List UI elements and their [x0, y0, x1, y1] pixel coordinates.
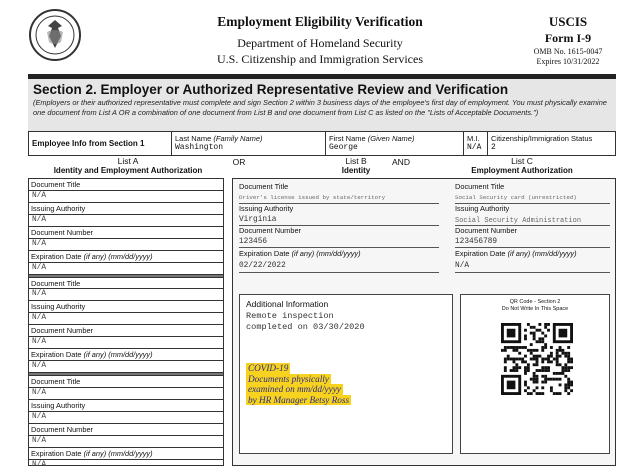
list-c-issuing-input[interactable]: Social Security Administration — [455, 217, 582, 225]
additional-information-box[interactable] — [239, 294, 453, 454]
list-headings — [28, 156, 616, 178]
list-c-subtitle: Employment Authorization — [471, 166, 573, 175]
list-b-title: List B — [345, 156, 367, 166]
expiration-hint: (if any) (mm/dd/yyyy) — [291, 249, 361, 258]
list-b-subtitle: Identity — [341, 166, 371, 175]
uscis-label: USCIS — [548, 14, 588, 29]
doc-title-label: Document Title — [29, 179, 223, 191]
issuing-authority-input[interactable]: N/A — [29, 215, 223, 227]
list-a-column — [28, 178, 224, 469]
expiration-label — [29, 349, 223, 361]
additional-info-heading: Additional Information — [246, 299, 329, 309]
qr-notice: Do Not Write In This Space — [501, 306, 569, 312]
field-underline — [455, 247, 610, 248]
section-header — [28, 79, 616, 131]
issuing-authority-input[interactable]: N/A — [29, 412, 223, 424]
expiration-input[interactable]: N/A — [29, 263, 223, 275]
first-name-hint: (Given Name) — [367, 134, 415, 143]
expiration-hint: (if any) (mm/dd/yyyy) — [507, 249, 577, 258]
list-c-doc-title-label: Document Title — [455, 182, 505, 191]
form-number: Form I-9 — [544, 31, 592, 45]
issuing-authority-label: Issuing Authority — [29, 301, 223, 313]
list-b-doc-title-input[interactable]: Driver's license issued by state/territory — [239, 194, 386, 201]
expiration-hint: (if any) (mm/dd/yyyy) — [83, 251, 153, 261]
highlighted-annotation — [246, 363, 446, 405]
list-c-heading — [428, 157, 616, 175]
employee-info-row — [28, 131, 616, 156]
form-id-block — [520, 14, 616, 66]
field-underline — [455, 272, 610, 273]
qr-code-box — [460, 294, 610, 454]
issuing-authority-label: Issuing Authority — [29, 400, 223, 412]
list-a-title: List A — [117, 156, 139, 166]
list-c-doc-title-input[interactable]: Social Security card (unrestricted) — [455, 194, 577, 201]
expiration-notice: Expires 10/31/2022 — [536, 57, 600, 66]
last-name-value: Washington — [175, 143, 224, 152]
list-b-doc-number-label: Document Number — [239, 226, 302, 235]
list-c-title: List C — [511, 156, 533, 166]
doc-title-input[interactable]: N/A — [29, 191, 223, 203]
employee-info-label: Employee Info from Section 1 — [29, 132, 172, 155]
annotation-line: by HR Manager Betsy Ross — [248, 394, 350, 405]
doc-number-label: Document Number — [29, 227, 223, 239]
doc-number-label: Document Number — [29, 325, 223, 337]
list-b-expiration-input[interactable]: 02/22/2022 — [239, 262, 286, 270]
qr-label: QR Code - Section 2 — [509, 299, 561, 305]
list-bc-panel — [232, 178, 616, 466]
omb-number: OMB No. 1615-0047 — [533, 47, 603, 56]
agency-name: U.S. Citizenship and Immigration Services — [217, 52, 423, 66]
expiration-hint: (if any) (mm/dd/yyyy) — [83, 350, 153, 360]
expiration-prefix: Expiration Date — [31, 251, 82, 261]
issuing-authority-input[interactable]: N/A — [29, 313, 223, 325]
doc-title-input[interactable]: N/A — [29, 388, 223, 400]
doc-number-input[interactable]: N/A — [29, 337, 223, 349]
expiration-label — [29, 251, 223, 263]
expiration-hint: (if any) (mm/dd/yyyy) — [83, 448, 153, 458]
last-name-label: Last Name — [175, 134, 212, 143]
doc-number-input[interactable]: N/A — [29, 239, 223, 251]
list-b-issuing-input[interactable]: Virginia — [239, 216, 277, 224]
form-header — [170, 14, 470, 67]
list-c-expiration-label — [455, 249, 577, 259]
form-title: Employment Eligibility Verification — [217, 14, 423, 29]
mi-value: N/A — [467, 143, 482, 152]
list-c-expiration-input[interactable]: N/A — [455, 262, 470, 270]
expiration-prefix: Expiration Date — [31, 350, 82, 360]
doc-title-label: Document Title — [29, 376, 223, 388]
field-underline — [239, 247, 439, 248]
doc-number-label: Document Number — [29, 424, 223, 436]
last-name-hint: (Family Name) — [213, 134, 263, 143]
list-a-document-1 — [29, 179, 223, 275]
mi-label: M.I. — [467, 134, 480, 143]
section-title: Section 2. Employer or Authorized Representative Review and Verification — [33, 82, 509, 97]
middle-initial-field[interactable] — [464, 132, 488, 155]
list-a-heading — [28, 157, 228, 175]
first-name-value: George — [329, 143, 358, 152]
expiration-input[interactable]: N/A — [32, 460, 47, 469]
doc-number-input[interactable]: N/A — [29, 436, 223, 448]
first-name-label: First Name — [329, 134, 366, 143]
expiration-label — [29, 448, 223, 460]
expiration-prefix: Expiration Date — [239, 249, 290, 258]
list-c-doc-number-input[interactable]: 123456789 — [455, 238, 498, 246]
and-label: AND — [392, 157, 410, 167]
list-b-doc-title-label: Document Title — [239, 182, 289, 191]
or-label: OR — [232, 157, 246, 167]
list-a-document-2 — [29, 278, 223, 374]
first-name-field[interactable] — [326, 132, 464, 155]
last-name-field[interactable] — [172, 132, 326, 155]
list-a-subtitle: Identity and Employment Authorization — [53, 166, 203, 175]
list-c-doc-number-label: Document Number — [455, 226, 518, 235]
expiration-prefix: Expiration Date — [455, 249, 506, 258]
doc-title-label: Document Title — [29, 278, 223, 290]
qr-code-icon — [501, 323, 573, 395]
section-instructions: (Employers or their authorized representative must complete and sign Section 2 within 3 business days of the employee's first day of employment. You must physically examine one document from List A OR a combination of one document from List B and one document from List C as listed on the "Lists of Acceptable Documents.") — [33, 98, 607, 117]
status-label: Citizenship/Immigration Status — [491, 134, 593, 143]
doc-title-input[interactable]: N/A — [29, 289, 223, 301]
annotation-line: examined on mm/dd/yyyy — [248, 384, 341, 394]
list-c-issuing-label: Issuing Authority — [455, 204, 510, 213]
citizenship-status-field[interactable] — [488, 132, 615, 155]
status-value: 2 — [491, 143, 496, 152]
dhs-seal-icon — [28, 8, 82, 62]
annotation-line: Documents physically — [248, 373, 329, 384]
additional-info-note-line-1: Remote inspection — [246, 311, 334, 321]
field-underline — [239, 272, 439, 273]
issuing-authority-label: Issuing Authority — [29, 203, 223, 215]
list-b-issuing-label: Issuing Authority — [239, 204, 294, 213]
department-name: Department of Homeland Security — [237, 36, 403, 50]
list-b-expiration-label — [239, 249, 361, 259]
expiration-prefix: Expiration Date — [31, 448, 82, 458]
additional-info-note-line-2: completed on 03/30/2020 — [246, 322, 365, 332]
list-a-document-3 — [29, 376, 223, 471]
annotation-line: COVID-19 — [248, 363, 289, 373]
list-b-doc-number-input[interactable]: 123456 — [239, 238, 268, 246]
expiration-input[interactable]: N/A — [29, 361, 223, 373]
